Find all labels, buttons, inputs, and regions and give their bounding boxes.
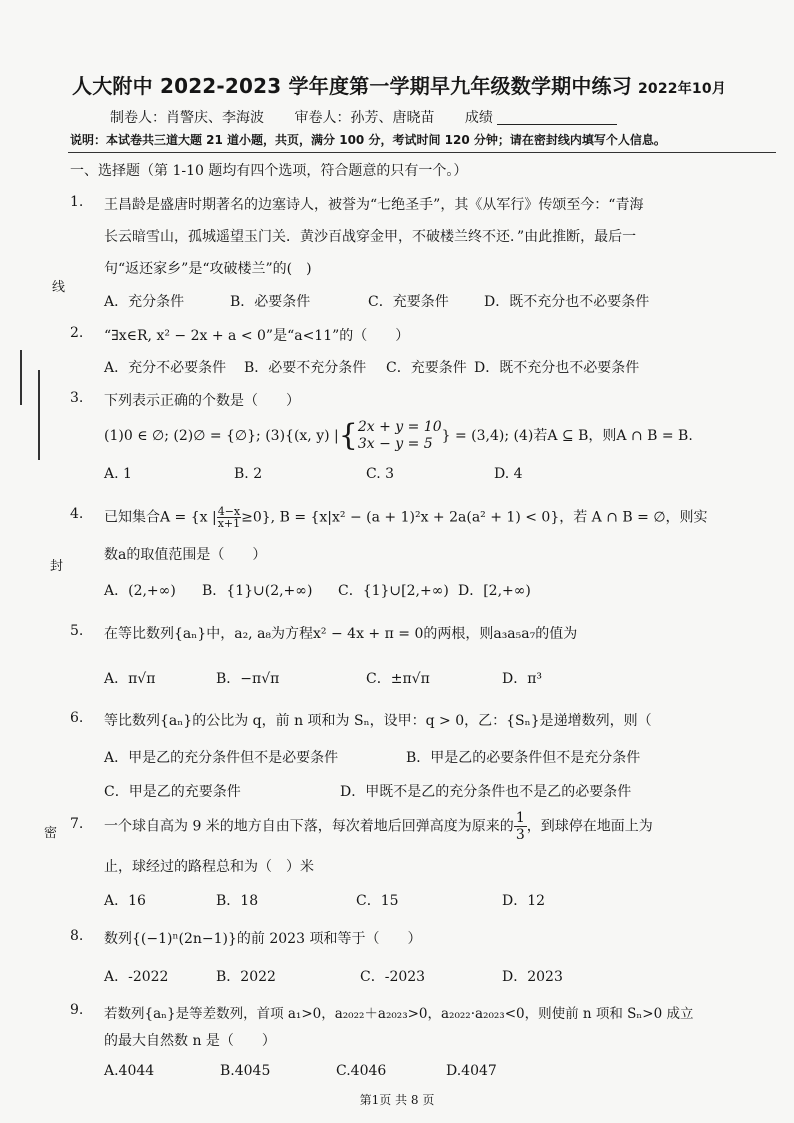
- option-c: C．{1}∪[2,+∞): [338, 583, 449, 599]
- question-text: 王昌龄是盛唐时期著名的边塞诗人，被誉为“七绝圣手”，其《从军行》传颂至今：“青海: [104, 197, 644, 213]
- score-label: 成绩: [465, 110, 643, 126]
- question-number: 2.: [70, 325, 84, 341]
- fraction: $\frac{1}{3}$: [515, 810, 525, 843]
- exam-note: 说明：本试卷共三道大题 21 道小题，共页，满分 100 分，考试时间 120 分钟；请在密封线内填写个人信息。: [70, 133, 666, 147]
- question-4: [70, 506, 760, 566]
- option-d: D．甲既不是乙的充分条件也不是乙的必要条件: [340, 784, 632, 800]
- option-a: A．充分不必要条件: [104, 360, 227, 376]
- question-number: 5.: [70, 623, 84, 639]
- option-d: D．既不充分也不必要条件: [484, 294, 650, 310]
- margin-mark-line: 线: [52, 280, 66, 295]
- option-c: C.4046: [336, 1063, 387, 1079]
- option-d: D．12: [502, 893, 546, 909]
- question-text: 下列表示正确的个数是（ ）: [104, 393, 300, 409]
- exam-title-text: 人大附中 2022-2023 学年度第一学期早九年级数学期中练习: [72, 74, 632, 98]
- fraction: $\frac{4-x}{x+1}$: [217, 505, 241, 530]
- question-number: 9.: [70, 1002, 84, 1018]
- option-b: B．−π√π: [216, 671, 280, 687]
- question-text: 的最大自然数 n 是（ ）: [104, 1033, 276, 1049]
- option-a: A．(2,+∞): [104, 583, 176, 599]
- option-b: B．必要不充分条件: [244, 360, 367, 376]
- option-a: A．π√π: [104, 671, 156, 687]
- score-blank: [497, 110, 617, 125]
- question-7: [70, 810, 760, 876]
- option-b: B．18: [216, 893, 259, 909]
- option-a: A．充分条件: [104, 294, 185, 310]
- exam-title: [72, 70, 772, 99]
- question-6: [70, 710, 760, 730]
- question-text: 数列{(−1)ⁿ(2n−1)}的前 2023 项和等于（ ）: [104, 931, 422, 947]
- option-a: A．16: [104, 893, 146, 909]
- question-3-statements: (1)0 ∈ ∅; (2)∅ = {∅}; (3){(x, y) |{ 2x + y = 10 3x − y = 5 } = (3,4); (4)若A ⊆ B，则A ∩ B = B.: [104, 418, 693, 453]
- question-2: [70, 325, 760, 345]
- question-number: 1.: [70, 194, 84, 210]
- question-3: [70, 390, 760, 460]
- question-text: 若数列{aₙ}是等差数列，首项 a₁>0，a₂₀₂₂＋a₂₀₂₃>0，a₂₀₂₂·a₂₀₂₃<0，则使前 n 项和 Sₙ>0 成立: [104, 1006, 694, 1022]
- option-d: D.4047: [446, 1063, 497, 1079]
- question-text: 句“返还家乡”是“攻破楼兰”的( ): [104, 261, 312, 277]
- option-a: A．-2022: [104, 969, 169, 985]
- question-text: 等比数列{aₙ}的公比为 q，前 n 项和为 Sₙ，设甲：q > 0，乙：{Sₙ}是递增数列，则（: [104, 713, 652, 729]
- question-number: 3.: [70, 390, 84, 406]
- option-c: C．±π√π: [366, 671, 430, 687]
- question-1: [70, 194, 760, 284]
- equation-system: 2x + y = 10 3x − y = 5: [357, 419, 442, 452]
- option-c: C．充要条件: [386, 360, 467, 376]
- question-number: 4.: [70, 506, 84, 522]
- question-text: 止，球经过的路程总和为（ ）米: [104, 859, 314, 875]
- option-a: A．甲是乙的充分条件但不是必要条件: [104, 750, 339, 766]
- option-b: B.4045: [220, 1063, 271, 1079]
- option-d: D．π³: [502, 671, 543, 687]
- option-d: D. 4: [494, 466, 523, 482]
- option-c: C．甲是乙的充要条件: [104, 784, 241, 800]
- section-heading: 一、选择题（第 1-10 题均有四个选项，符合题意的只有一个。）: [70, 163, 468, 179]
- reviewer-label: 审卷人：孙芳、唐晓苗: [294, 110, 435, 126]
- question-number: 7.: [70, 816, 84, 832]
- maker-label: 制卷人：肖警庆、李海波: [110, 110, 264, 126]
- option-b: B．{1}∪(2,+∞): [202, 583, 313, 599]
- question-9: [70, 1002, 760, 1062]
- page-footer: 第1页 共 8 页: [359, 1093, 435, 1107]
- header-divider: [68, 152, 776, 153]
- option-c: C．15: [356, 893, 399, 909]
- option-b: B. 2: [234, 466, 263, 482]
- option-b: B．2022: [216, 969, 276, 985]
- question-5: [70, 623, 760, 643]
- option-c: C．充要条件: [368, 294, 449, 310]
- question-text: 数a的取值范围是（ ）: [104, 547, 267, 563]
- question-text: 在等比数列{aₙ}中，a₂, a₈为方程x² − 4x + π = 0的两根，则a₃a₅a₇的值为: [104, 626, 578, 642]
- option-c: C. 3: [366, 466, 395, 482]
- question-text: 已知集合A = {x | $\frac{4-x}{x+1}\ge 0$}, B = {x|x² − (a + 1)²x + 2a(a² + 1) < 0}，若 A ∩ B = ∅，则实: [104, 505, 708, 530]
- option-c: C．-2023: [360, 969, 426, 985]
- option-b: B．必要条件: [230, 294, 311, 310]
- option-d: D．2023: [502, 969, 563, 985]
- option-b: B．甲是乙的必要条件但不是充分条件: [406, 750, 641, 766]
- question-number: 6.: [70, 710, 84, 726]
- exam-info: [110, 107, 770, 127]
- binding-line: [38, 370, 40, 460]
- exam-date: 2022年10月: [637, 81, 727, 97]
- question-text: 长云暗雪山，孤城遥望玉门关．黄沙百战穿金甲，不破楼兰终不还．”由此推断，最后一: [104, 229, 637, 245]
- option-a: A. 1: [104, 466, 132, 482]
- option-d: D．[2,+∞): [458, 583, 531, 599]
- question-8: [70, 928, 760, 948]
- question-text: “∃x∈R, x² − 2x + a < 0”是“a<11”的（ ）: [104, 328, 410, 344]
- question-number: 8.: [70, 928, 84, 944]
- question-text: 一个球自高为 9 米的地方自由下落，每次着地后回弹高度为原来的 $\frac{1}{3}$，到球停在地面上为: [104, 810, 653, 843]
- binding-line: [20, 350, 22, 405]
- option-a: A.4044: [104, 1063, 155, 1079]
- margin-mark-seal: 封: [50, 559, 64, 574]
- option-d: D．既不充分也不必要条件: [474, 360, 640, 376]
- margin-mark-secret: 密: [44, 826, 58, 841]
